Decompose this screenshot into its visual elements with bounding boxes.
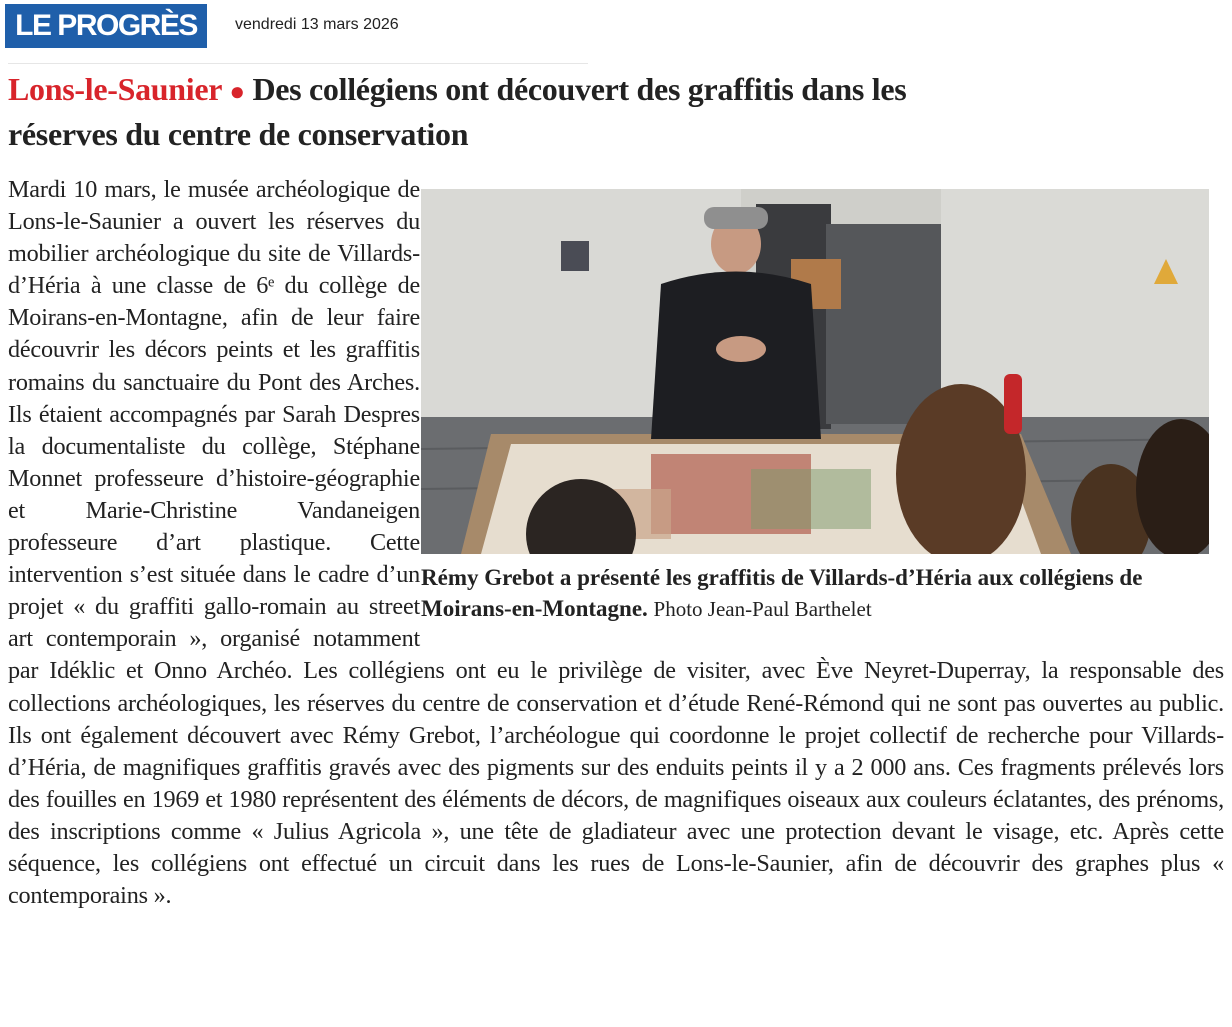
headline-locality: Lons-le-Saunier [8,71,222,107]
photo-credit: Photo Jean-Paul Barthelet [653,597,872,621]
photo-illustration [421,189,1209,554]
article-photo [421,189,1209,554]
article-headline [8,68,1008,155]
article-body-text: Mardi 10 mars, le musée archéologique de Lons-le-Saunier a ouvert les réserves du mobilier archéologique du site de Villards-d’Héria à une classe de 6ᵉ du collège de Moirans-en-Montagne, afin de leur faire découvrir les décors peints et les graffitis romains du sanctuaire du Pont des Arches. Ils étaient accompagnés par Sarah Despres la documentaliste du collège, Stéphane Monnet professeure d’histoire-géographie et Marie-Christine Vandaneigen professeure d’art plastique. Cette intervention s’est située dans le cadre d’un projet « du graffiti gallo-romain au street art contemporain », organisé notamment par Idéklic et Onno Archéo. Les collégiens ont eu le privilège de visiter, avec Ève Neyret-Duperray, la responsable des collections archéologiques, les réserves du centre de conservation et d’étude René-Rémond qui ne sont pas ouvertes au public. Ils ont également découvert avec Rémy Grebot, l’archéologue qui coordonne le projet collectif de recherche pour Villards-d’Héria, de magnifiques graffitis gravés avec des pigments sur des enduits peints il y a 2 000 ans. Ces fragments prélevés lors des fouilles en 1969 et 1980 représentent des éléments de décors, de magnifiques oiseaux aux couleurs éclatantes, des prénoms, des inscriptions comme « Julius Agricola », une tête de gladiateur avec une protection devant le visage, etc. Après cette séquence, les collégiens ont effectué un circuit dans les rues de Lons-le-Saunier, afin de découvrir des graphes plus « contemporains ». [8,176,1224,910]
newspaper-logo[interactable]: LE PROGRÈS [5,4,207,48]
publication-date: vendredi 13 mars 2026 [235,16,399,33]
page-header [0,0,1232,62]
headline-title: Des collégiens ont découvert des graffitis dans les réserves du centre de conservation [8,71,907,152]
photo-caption [421,562,1221,625]
headline-bullet: ● [229,77,245,106]
caption-text: Rémy Grebot a présenté les graffitis de Villards-d’Héria aux collégiens de Moirans-en-Montagne. [421,565,1143,621]
header-divider [8,63,588,64]
